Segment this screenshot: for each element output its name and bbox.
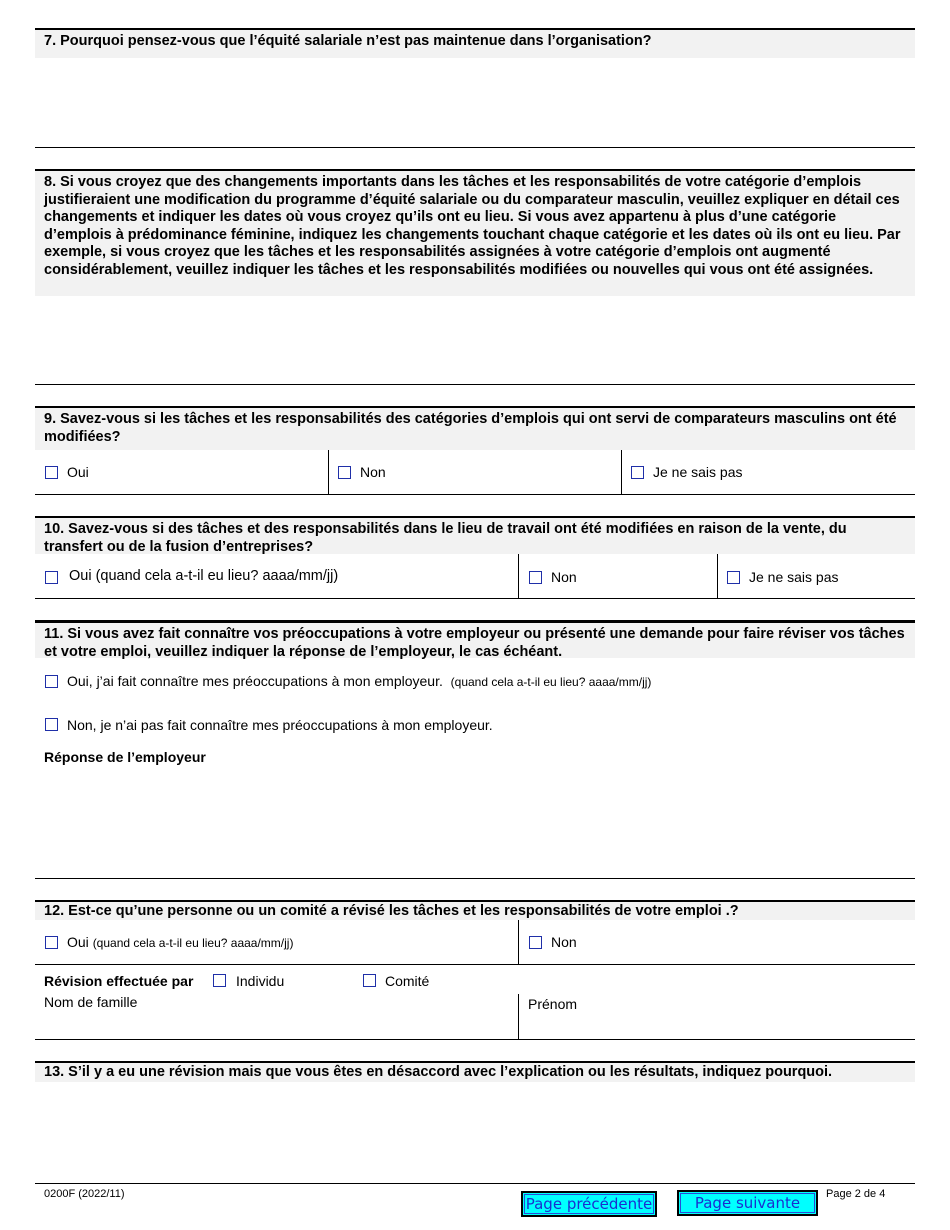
next-page-button[interactable]: Page suivante — [677, 1190, 818, 1216]
divider — [328, 450, 329, 494]
q12-last-name-label: Nom de famille — [44, 994, 138, 1010]
q13-answer-field[interactable] — [35, 1082, 915, 1182]
divider — [35, 1039, 915, 1040]
q10-unknown-checkbox[interactable] — [727, 571, 740, 584]
divider — [35, 494, 915, 495]
q10-yes-checkbox[interactable] — [45, 571, 58, 584]
q7-answer-field[interactable] — [35, 58, 915, 147]
q8-answer-field[interactable] — [35, 296, 915, 384]
q10-yes-label: Oui (quand cela a-t-il eu lieu? aaaa/mm/jj) — [69, 568, 339, 584]
form-code: 0200F (2022/11) — [44, 1188, 125, 1200]
q9-no-label: Non — [360, 464, 386, 480]
q10-no-label: Non — [551, 569, 577, 585]
q12-no-checkbox[interactable] — [529, 936, 542, 949]
q11-yes-date-hint: (quand cela a-t-il eu lieu? aaaa/mm/jj) — [450, 675, 652, 689]
divider — [621, 450, 622, 494]
q10-no-checkbox[interactable] — [529, 571, 542, 584]
q12-last-name-field[interactable] — [35, 1012, 515, 1038]
q10-heading: 10. Savez-vous si des tâches et des responsabilités dans le lieu de travail ont été modifiées en raison de la vente, du transfert ou de la fusion d’entreprises? — [35, 516, 915, 554]
divider — [518, 554, 519, 598]
q10-unknown-label: Je ne sais pas — [749, 569, 839, 585]
divider — [35, 964, 915, 965]
q11-employer-response-field[interactable] — [35, 770, 915, 878]
q12-individual-label: Individu — [236, 973, 285, 989]
q12-reviewed-by-label: Révision effectuée par — [44, 973, 194, 989]
q12-first-name-field[interactable] — [522, 1014, 912, 1038]
page-indicator: Page 2 de 4 — [826, 1188, 886, 1200]
q12-heading: 12. Est-ce qu’une personne ou un comité a révisé les tâches et les responsabilités de votre emploi .? — [35, 900, 915, 920]
divider — [35, 384, 915, 385]
divider — [518, 920, 519, 964]
divider — [35, 878, 915, 879]
q12-yes-date-hint: (quand cela a-t-il eu lieu? aaaa/mm/jj) — [92, 936, 294, 950]
q13-heading: 13. S’il y a eu une révision mais que vous êtes en désaccord avec l’explication ou les résultats, indiquez pourquoi. — [35, 1061, 915, 1082]
q9-heading: 9. Savez-vous si les tâches et les responsabilités des catégories d’emplois qui ont servi de comparateurs masculins ont été modifiées? — [35, 406, 915, 450]
q9-yes-checkbox[interactable] — [45, 466, 58, 479]
q12-individual-checkbox[interactable] — [213, 974, 226, 987]
q7-heading: 7. Pourquoi pensez-vous que l’équité salariale n’est pas maintenue dans l’organisation? — [35, 28, 915, 58]
q11-yes-checkbox[interactable] — [45, 675, 58, 688]
q11-yes-label: Oui, j’ai fait connaître mes préoccupations à mon employeur. (quand cela a-t-il eu lieu? aaaa/mm/jj) — [67, 673, 652, 689]
q12-yes-checkbox[interactable] — [45, 936, 58, 949]
q9-unknown-label: Je ne sais pas — [653, 464, 743, 480]
q12-committee-checkbox[interactable] — [363, 974, 376, 987]
q9-no-checkbox[interactable] — [338, 466, 351, 479]
q11-no-checkbox[interactable] — [45, 718, 58, 731]
q9-unknown-checkbox[interactable] — [631, 466, 644, 479]
divider — [35, 598, 915, 599]
divider — [518, 994, 519, 1039]
divider — [717, 554, 718, 598]
q9-yes-label: Oui — [67, 464, 89, 480]
q12-yes-label: Oui (quand cela a-t-il eu lieu? aaaa/mm/jj) — [67, 934, 294, 950]
q8-heading: 8. Si vous croyez que des changements importants dans les tâches et les responsabilités de votre catégorie d’emplois justifieraient une modification du programme d’équité salariale ou du comparateur masculin, veuillez expliquer en détail ces changements et indiquer les dates où vous croyez qu’ils ont eu lieu. Si vous avez appartenu à plus d’une catégorie d’emplois à prédominance féminine, indiquez les changements touchant chaque catégorie et les dates où ils ont eu lieu. Par exemple, si vous croyez que les tâches et les responsabilités assignées à votre catégorie d’emplois ont augmenté considérablement, veuillez indiquer les tâches et les responsabilités modifiées ou nouvelles qui vous ont été assignées. — [35, 169, 915, 296]
q12-no-label: Non — [551, 934, 577, 950]
q11-employer-response-label: Réponse de l’employeur — [44, 749, 206, 765]
q11-heading: 11. Si vous avez fait connaître vos préoccupations à votre employeur ou présenté une demande pour faire réviser vos tâches et votre emploi, veuillez indiquer la réponse de l’employeur, le cas échéant. — [35, 620, 915, 658]
divider — [35, 147, 915, 148]
q11-no-label: Non, je n’ai pas fait connaître mes préoccupations à mon employeur. — [67, 717, 493, 733]
previous-page-button[interactable]: Page précédente — [521, 1191, 657, 1217]
footer-divider — [35, 1183, 915, 1184]
q12-committee-label: Comité — [385, 973, 430, 989]
q12-first-name-label: Prénom — [528, 996, 578, 1012]
